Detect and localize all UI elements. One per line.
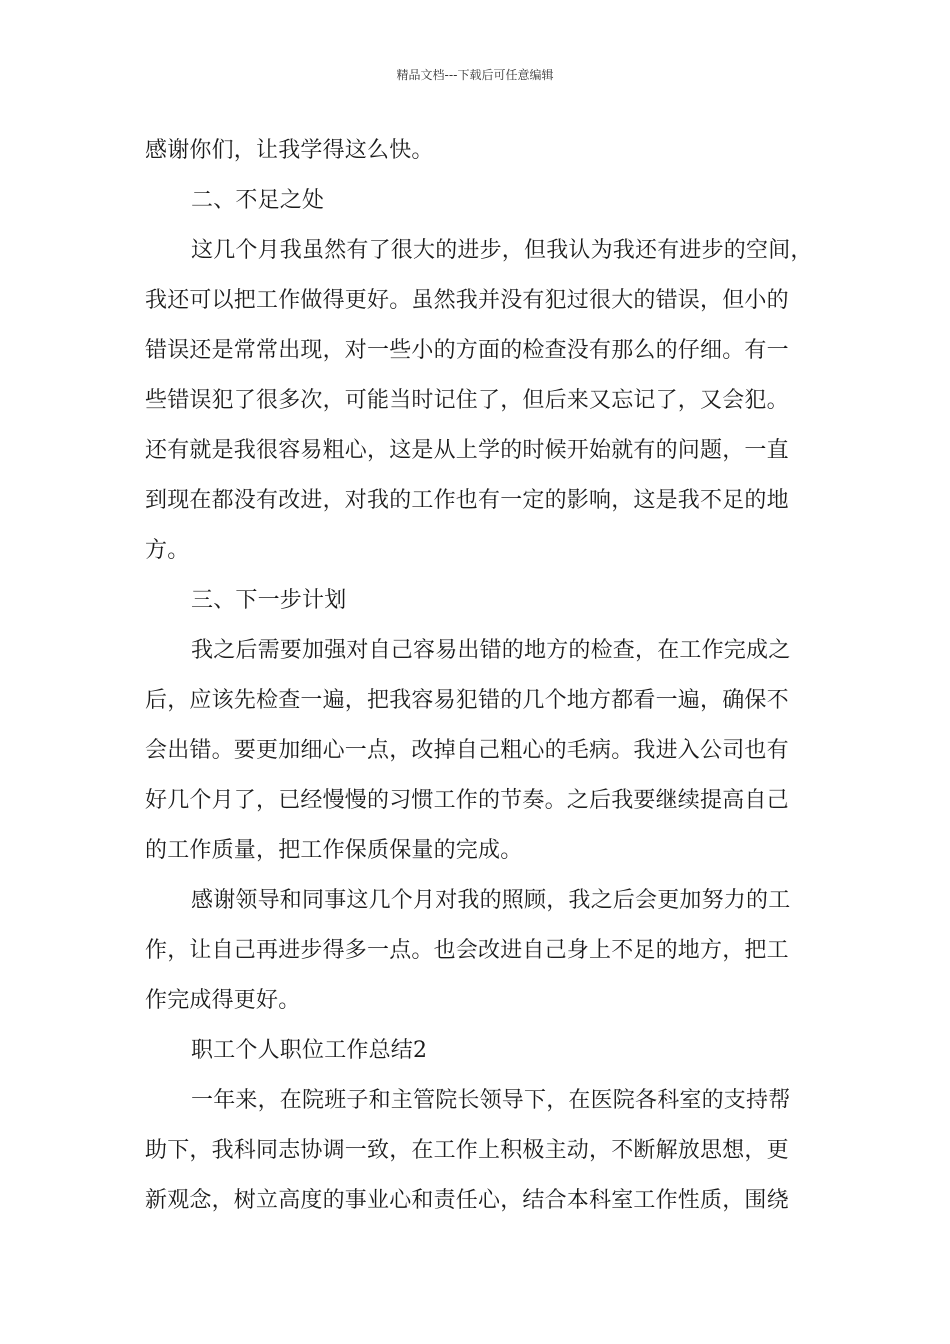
- text-line: 我还可以把工作做得更好。虽然我并没有犯过很大的错误，但小的: [145, 288, 789, 313]
- text-line: 错误还是常常出现，对一些小的方面的检查没有那么的仔细。有一: [145, 338, 789, 363]
- text-line: 的工作质量，把工作保质保量的完成。: [145, 838, 523, 863]
- text-line: 方。: [145, 538, 190, 563]
- text-line: 后，应该先检查一遍，把我容易犯错的几个地方都看一遍，确保不: [145, 688, 789, 713]
- section-heading: 二、不足之处: [191, 188, 325, 213]
- text-line: 感谢你们，让我学得这么快。: [145, 138, 434, 163]
- text-line: 新观念，树立高度的事业心和责任心，结合本科室工作性质，围绕: [145, 1188, 789, 1213]
- text-line: 助下，我科同志协调一致，在工作上积极主动，不断解放思想，更: [145, 1138, 789, 1163]
- document-body: [145, 126, 813, 1226]
- section-heading: 三、下一步计划: [191, 588, 347, 613]
- text-line: 我之后需要加强对自己容易出错的地方的检查，在工作完成之: [191, 638, 791, 663]
- text-line: 好几个月了，已经慢慢的习惯工作的节奏。之后我要继续提高自己: [145, 788, 789, 813]
- document-title: 职工个人职位工作总结2: [191, 1038, 428, 1063]
- text-line: 作完成得更好。: [145, 988, 301, 1013]
- text-line: 会出错。要更加细心一点，改掉自己粗心的毛病。我进入公司也有: [145, 738, 789, 763]
- text-line: 还有就是我很容易粗心，这是从上学的时候开始就有的问题，一直: [145, 438, 789, 463]
- text-line: 作，让自己再进步得多一点。也会改进自己身上不足的地方，把工: [145, 938, 789, 963]
- text-line: 一年来，在院班子和主管院长领导下，在医院各科室的支持帮: [191, 1088, 791, 1113]
- page-header: 精品文档---下载后可任意编辑: [396, 68, 554, 82]
- text-line: 这几个月我虽然有了很大的进步，但我认为我还有进步的空间，: [191, 238, 813, 263]
- text-line: 些错误犯了很多次，可能当时记住了，但后来又忘记了，又会犯。: [145, 388, 789, 413]
- text-line: 感谢领导和同事这几个月对我的照顾，我之后会更加努力的工: [191, 888, 791, 913]
- text-line: 到现在都没有改进，对我的工作也有一定的影响，这是我不足的地: [145, 488, 789, 513]
